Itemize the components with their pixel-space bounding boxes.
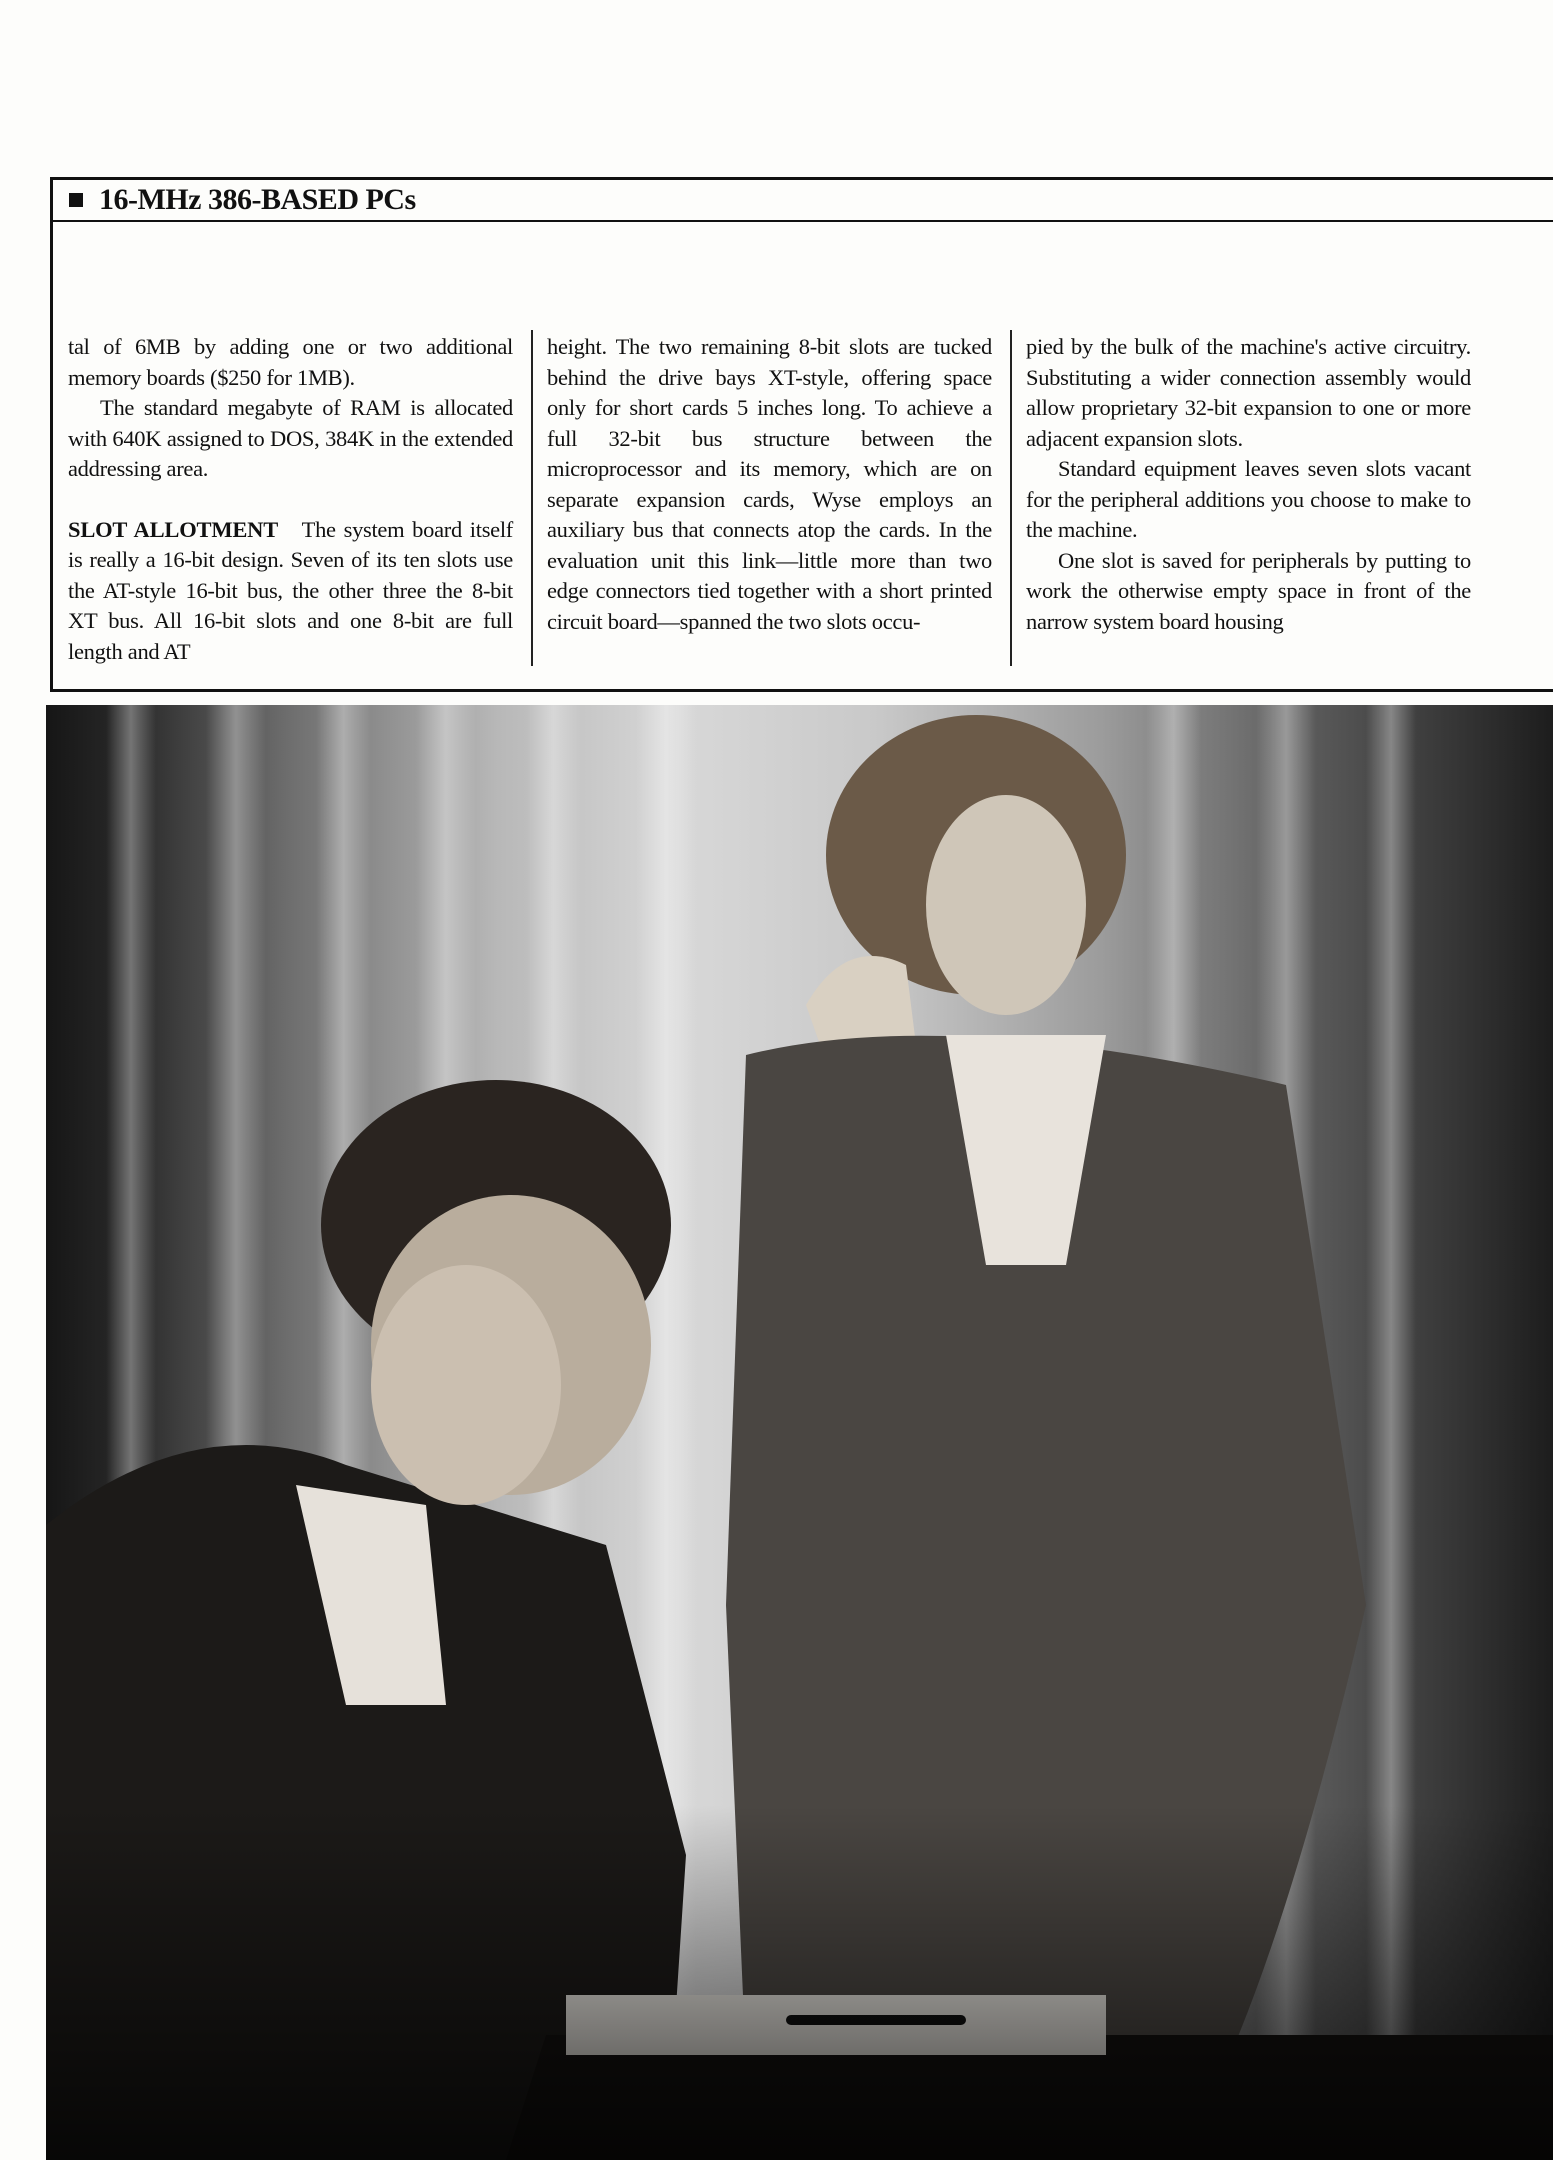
section-title: 16-MHz 386-BASED PCs — [99, 183, 416, 216]
paragraph: One slot is saved for peripherals by putting to work the otherwise empty space in front of the narrow system board housing — [1026, 547, 1471, 634]
article-column-3 — [1026, 332, 1471, 672]
article-text-box — [50, 222, 1553, 692]
column-divider — [531, 330, 533, 666]
paragraph: Standard equipment leaves seven slots vacant for the peripheral additions you choose to make to the machine. — [1026, 456, 1471, 542]
paragraph-text: The system board itself is really a 16-bit design. Seven of its ten slots use the AT-style 16-bit bus, the other three the 8-bit XT bus. All 16-bit slots and one 8-bit are full length and AT — [68, 516, 513, 664]
paragraph — [68, 515, 513, 668]
paragraph: height. The two remaining 8-bit slots are tucked behind the drive bays XT-style, offering space only for short cards 5 inches long. To achieve a full 32-bit bus structure between the microprocessor and its memory, which are on separate expansion cards, Wyse employs an auxiliary bus that connects atop the cards. In the evaluation unit this link—little more than two edge connectors tied together with a short printed circuit board—spanned the two slots occu- — [547, 334, 992, 634]
paragraph: The standard megabyte of RAM is allocated with 640K assigned to DOS, 384K in the extended addressing area. — [68, 395, 513, 481]
article-column-2 — [547, 332, 992, 672]
paragraph: tal of 6MB by adding one or two additional memory boards ($250 for 1MB). — [68, 334, 513, 390]
column-divider — [1010, 330, 1012, 666]
section-bullet-icon — [69, 193, 83, 207]
subsection-heading: SLOT ALLOTMENT — [68, 516, 279, 542]
article-column-1 — [68, 332, 513, 672]
article-photo — [46, 705, 1553, 2160]
photo-illustration — [46, 705, 1553, 2160]
paragraph: pied by the bulk of the machine's active circuitry. Substituting a wider connection assembly would allow proprietary 32-bit expansion to one or more adjacent expansion slots. — [1026, 334, 1471, 451]
section-header — [50, 177, 1553, 222]
